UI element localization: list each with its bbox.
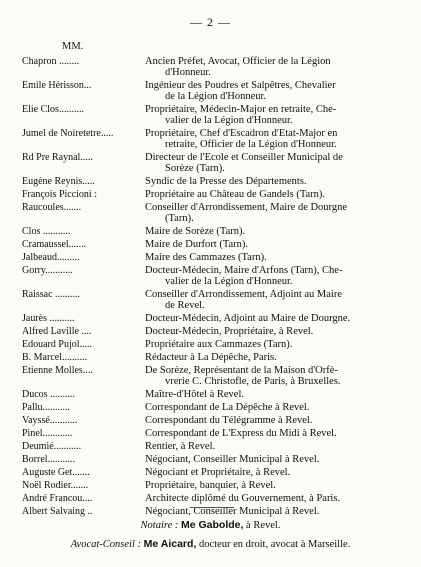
member-description: [145, 352, 416, 363]
member-entry: [22, 104, 416, 126]
description-line: Maître-d'Hôtel à Revel.: [145, 389, 244, 400]
description-line: Maire de Durfort (Tarn).: [145, 239, 249, 250]
member-description: [145, 80, 416, 102]
member-description: [145, 239, 416, 250]
member-name: Vayssé...........: [22, 415, 78, 426]
description-line: vrerie C. Christofle, de Paris, à Bruxelles.: [165, 376, 341, 387]
divider-rule: [190, 507, 234, 508]
description-line: retraite, Officier de la Légion d'Honneur.: [165, 139, 337, 150]
member-entry: [22, 402, 416, 413]
member-description: [145, 226, 416, 237]
description-line: Conseiller d'Arrondissement, Adjoint au Maire: [145, 289, 342, 300]
member-name: Borrel...........: [22, 454, 76, 465]
avocat-details: docteur en droit, avocat à Marseille.: [196, 539, 351, 550]
description-line: Propriétaire, Chef d'Escadron d'Etat-Major en: [145, 128, 338, 139]
description-line: Négociant, Conseiller Municipal à Revel.: [145, 506, 320, 517]
member-entry: [22, 265, 416, 287]
member-name: Jumel de Noiretetre.....: [22, 128, 114, 139]
description-line: De Sorèze, Représentant de la Maison d'Orfè-: [145, 365, 338, 376]
description-line: Rentier, à Revel.: [145, 441, 216, 452]
avocat-role: Avocat-Conseil :: [70, 539, 141, 550]
description-line: Docteur-Médecin, Adjoint au Maire de Dourgne.: [145, 313, 351, 324]
member-entry: [22, 415, 416, 426]
member-entry: [22, 152, 416, 174]
member-name: François Piccioni :: [22, 189, 97, 200]
member-description: [145, 506, 416, 517]
member-description: [145, 493, 416, 504]
member-description: [145, 326, 416, 337]
description-line: Correspondant de La Dépêche à Revel.: [145, 402, 310, 413]
description-line: Architecte diplômé du Gouvernement, à Paris.: [145, 493, 341, 504]
description-line: Conseiller d'Arrondissement, Maire de Dourgne: [145, 202, 348, 213]
member-description: [145, 389, 416, 400]
description-line: Maire de Sorèze (Tarn).: [145, 226, 246, 237]
description-line: Propriétaire, banquier, à Revel.: [145, 480, 276, 491]
member-entry: [22, 326, 416, 337]
member-name: Albert Salvaing ..: [22, 506, 93, 517]
member-name: Clos ...........: [22, 226, 71, 237]
member-name: Raissac ..........: [22, 289, 81, 300]
description-line: Sorèze (Tarn).: [165, 163, 225, 174]
description-line: Correspondant de L'Express du Midi à Revel.: [145, 428, 337, 439]
member-name: André Francou....: [22, 493, 93, 504]
member-description: [145, 104, 416, 126]
page-number: — 2 —: [190, 15, 231, 29]
member-description: [145, 467, 416, 478]
member-entry: [22, 239, 416, 250]
member-name: Jaurès ..........: [22, 313, 75, 324]
member-name: Elie Clos..........: [22, 104, 84, 115]
member-description: [145, 189, 416, 200]
description-line: Docteur-Médecin, Propriétaire, à Revel.: [145, 326, 314, 337]
member-entry: [22, 441, 416, 452]
member-description: [145, 152, 416, 174]
member-name: Deumié...........: [22, 441, 82, 452]
description-line: Négociant, Conseiller Municipal à Revel.: [145, 454, 320, 465]
member-name: Etienne Molles....: [22, 365, 93, 376]
member-entry: [22, 289, 416, 311]
description-line: de la Légion d'Honneur.: [165, 91, 267, 102]
member-name: Rd Pre Raynal.....: [22, 152, 93, 163]
description-line: Ingénieur des Poudres et Salpêtres, Chevalier: [145, 80, 336, 91]
member-entry: [22, 202, 416, 224]
member-entry: [22, 128, 416, 150]
notaire-name: Me Gabolde,: [180, 519, 244, 531]
member-description: [145, 339, 416, 350]
member-description: [145, 441, 416, 452]
description-line: Syndic de la Presse des Départements.: [145, 176, 307, 187]
notaire-role: Notaire :: [140, 520, 179, 531]
member-name: Noël Rodier.......: [22, 480, 89, 491]
avocat-line: [0, 538, 421, 550]
member-name: Cramaussel.......: [22, 239, 87, 250]
member-entry: [22, 467, 416, 478]
member-name: Pallu...........: [22, 402, 71, 413]
member-entry: [22, 454, 416, 465]
description-line: Négociant et Propriétaire, à Revel.: [145, 467, 291, 478]
notaire-line: [0, 519, 421, 531]
member-name: Ducos ..........: [22, 389, 76, 400]
description-line: Rédacteur à La Dépêche, Paris.: [145, 352, 277, 363]
member-description: [145, 402, 416, 413]
description-line: Correspondant du Télégramme à Revel.: [145, 415, 313, 426]
member-description: [145, 454, 416, 465]
member-name: Auguste Get.......: [22, 467, 90, 478]
description-line: (Tarn).: [165, 213, 194, 224]
member-entry: [22, 365, 416, 387]
member-entry: [22, 252, 416, 263]
member-description: [145, 202, 416, 224]
description-line: Docteur-Médecin, Maire d'Arfons (Tarn), Che-: [145, 265, 343, 276]
description-line: Maire des Cammazes (Tarn).: [145, 252, 267, 263]
member-description: [145, 56, 416, 78]
member-name: Edouard Pujol.....: [22, 339, 92, 350]
description-line: Propriétaire, Médecin-Major en retraite, Che-: [145, 104, 337, 115]
member-description: [145, 176, 416, 187]
member-name: Gorry...........: [22, 265, 73, 276]
description-line: valier de la Légion d'Honneur.: [165, 276, 293, 287]
member-name: Alfred Laville ....: [22, 326, 92, 337]
description-line: Ancien Préfet, Avocat, Officier de la Légion: [145, 56, 331, 67]
notaire-location: à Revel.: [243, 520, 281, 531]
member-entry: [22, 189, 416, 200]
member-list: [22, 56, 416, 519]
description-line: Propriétaire au Château de Gandels (Tarn).: [145, 189, 326, 200]
member-name: B. Marcel..........: [22, 352, 87, 363]
salutation: MM.: [62, 41, 84, 52]
avocat-name: Me Aicard,: [143, 538, 197, 550]
description-line: Directeur de l'Ecole et Conseiller Municipal de: [145, 152, 343, 163]
member-entry: [22, 480, 416, 491]
member-description: [145, 289, 416, 311]
member-entry: [22, 339, 416, 350]
member-entry: [22, 226, 416, 237]
member-name: Jalbeaud.........: [22, 252, 80, 263]
member-entry: [22, 56, 416, 78]
member-description: [145, 365, 416, 387]
member-entry: [22, 493, 416, 504]
member-description: [145, 128, 416, 150]
member-entry: [22, 389, 416, 400]
member-description: [145, 428, 416, 439]
member-name: Eugène Reynis.....: [22, 176, 95, 187]
member-description: [145, 313, 416, 324]
member-entry: [22, 428, 416, 439]
member-name: Pinel............: [22, 428, 73, 439]
description-line: de Revel.: [165, 300, 205, 311]
description-line: Propriétaire aux Cammazes (Tarn).: [145, 339, 293, 350]
member-name: Raucoules.......: [22, 202, 82, 213]
member-name: Emile Hérisson...: [22, 80, 92, 91]
member-description: [145, 265, 416, 287]
description-line: d'Honneur.: [165, 67, 211, 78]
member-entry: [22, 313, 416, 324]
member-entry: [22, 176, 416, 187]
member-entry: [22, 352, 416, 363]
member-description: [145, 480, 416, 491]
member-description: [145, 252, 416, 263]
member-description: [145, 415, 416, 426]
member-name: Chapron ........: [22, 56, 79, 67]
member-entry: [22, 80, 416, 102]
description-line: valier de la Légion d'Honneur.: [165, 115, 293, 126]
